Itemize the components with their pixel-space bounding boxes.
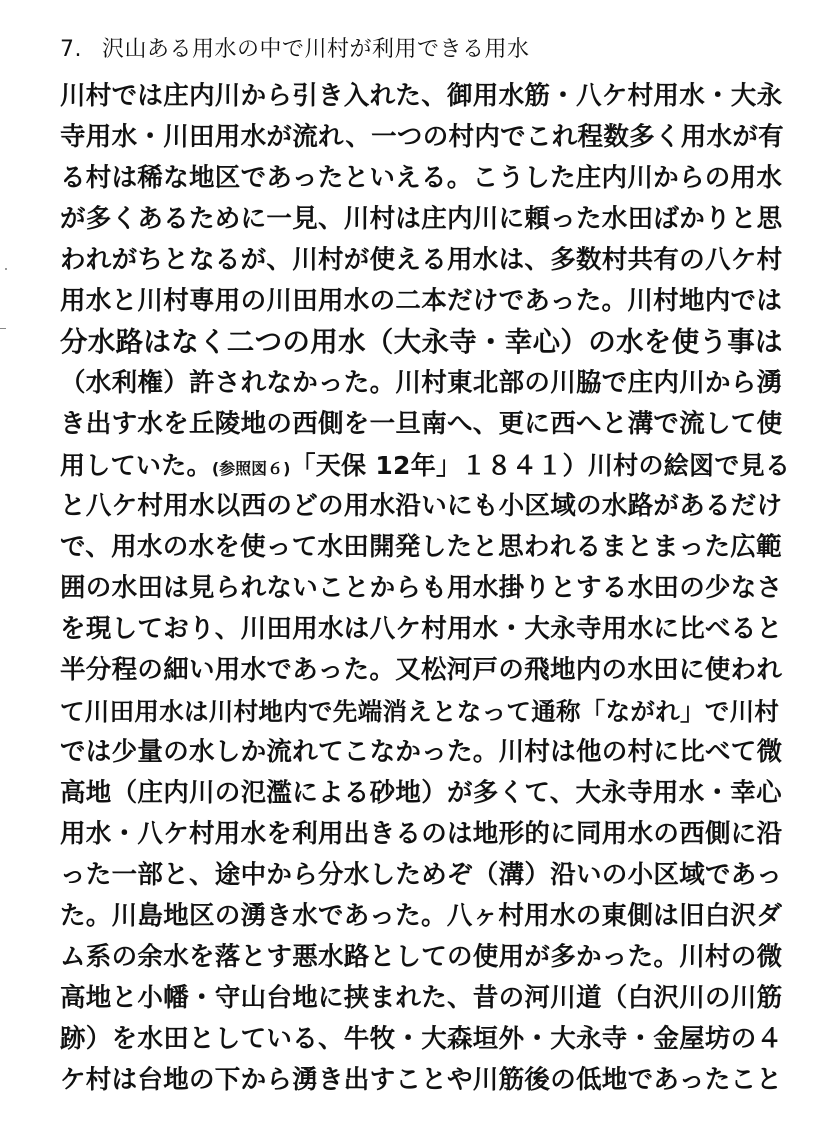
text-line: て川田用水は川村地内で先端消えとなって通称「ながれ」で川村 <box>60 697 780 726</box>
line-segment: 用していた。 <box>60 451 212 480</box>
text-line: き出す水を丘陵地の西側を一旦南へ、更に西へと溝で流して使 <box>60 409 783 439</box>
scan-mark <box>0 328 6 329</box>
text-line: 高地と小幡・守山台地に挟まれた、昔の河川道（白沢川の川筋 <box>60 983 783 1013</box>
text-line: 寺用水・川田用水が流れ、一つの村内でこれ程数多く用水が有 <box>60 122 784 152</box>
line-segment: 「天保 12年」１８４１）川村の絵図で見る <box>290 451 791 480</box>
text-line: 跡）を水田としている、牛牧・大森垣外・大永寺・金屋坊の４ <box>60 1024 783 1054</box>
figure-reference: (参照図６) <box>211 459 291 478</box>
text-line: 用水・八ケ村用水を利用出きるのは地形的に同用水の西側に沿 <box>60 819 783 849</box>
text-line: 分水路はなく二つの用水（大永寺・幸心）の水を使う事は <box>60 326 783 358</box>
text-line: われがちとなるが、川村が使える用水は、多数村共有の八ケ村 <box>60 245 783 275</box>
text-line: た。川島地区の湧き水であった。八ヶ村用水の東側は旧白沢ダ <box>60 901 783 931</box>
section-heading <box>60 36 760 64</box>
section-title: 沢山ある用水の中で川村が利用できる用水 <box>102 37 530 62</box>
text-line: 高地（庄内川の氾濫による砂地）が多くて、大永寺用水・幸心 <box>60 778 782 808</box>
text-line: ム系の余水を落とす悪水路としての使用が多かった。川村の微 <box>60 942 783 972</box>
text-line: った一部と、途中から分水しためぞ（溝）沿いの小区域であっ <box>60 860 783 890</box>
text-line: 川村では庄内川から引き入れた、御用水筋・八ケ村用水・大永 <box>60 81 783 111</box>
body-paragraph <box>60 76 791 1101</box>
text-line: が多くあるために一見、川村は庄内川に頼った水田ばかりと思 <box>60 204 783 234</box>
text-line: では少量の水しか流れてこなかった。川村は他の村に比べて微 <box>60 737 783 767</box>
section-number: 7. <box>60 37 82 62</box>
text-line: ケ村は台地の下から湧き出すことや川筋後の低地であったこと <box>60 1065 783 1095</box>
text-line: 用水と川村専用の川田用水の二本だけであった。川村地内では <box>60 286 783 316</box>
text-line: 囲の水田は見られないことからも用水掛りとする水田の少なさ <box>60 573 783 603</box>
text-line <box>60 445 791 486</box>
text-line: で、用水の水を使って水田開発したと思われるまとまった広範 <box>60 532 782 562</box>
text-line: を現しており、川田用水は八ケ村用水・大永寺用水に比べると <box>60 614 783 644</box>
scan-mark <box>5 268 7 270</box>
text-line: と八ケ村用水以西のどの用水沿いにも小区域の水路があるだけ <box>60 491 783 521</box>
text-line: る村は稀な地区であったといえる。こうした庄内川からの用水 <box>60 163 783 193</box>
text-line: （水利権）許されなかった。川村東北部の川脇で庄内川から湧 <box>60 368 783 398</box>
text-line: 半分程の細い用水であった。又松河戸の飛地内の水田に使われ <box>60 655 783 685</box>
